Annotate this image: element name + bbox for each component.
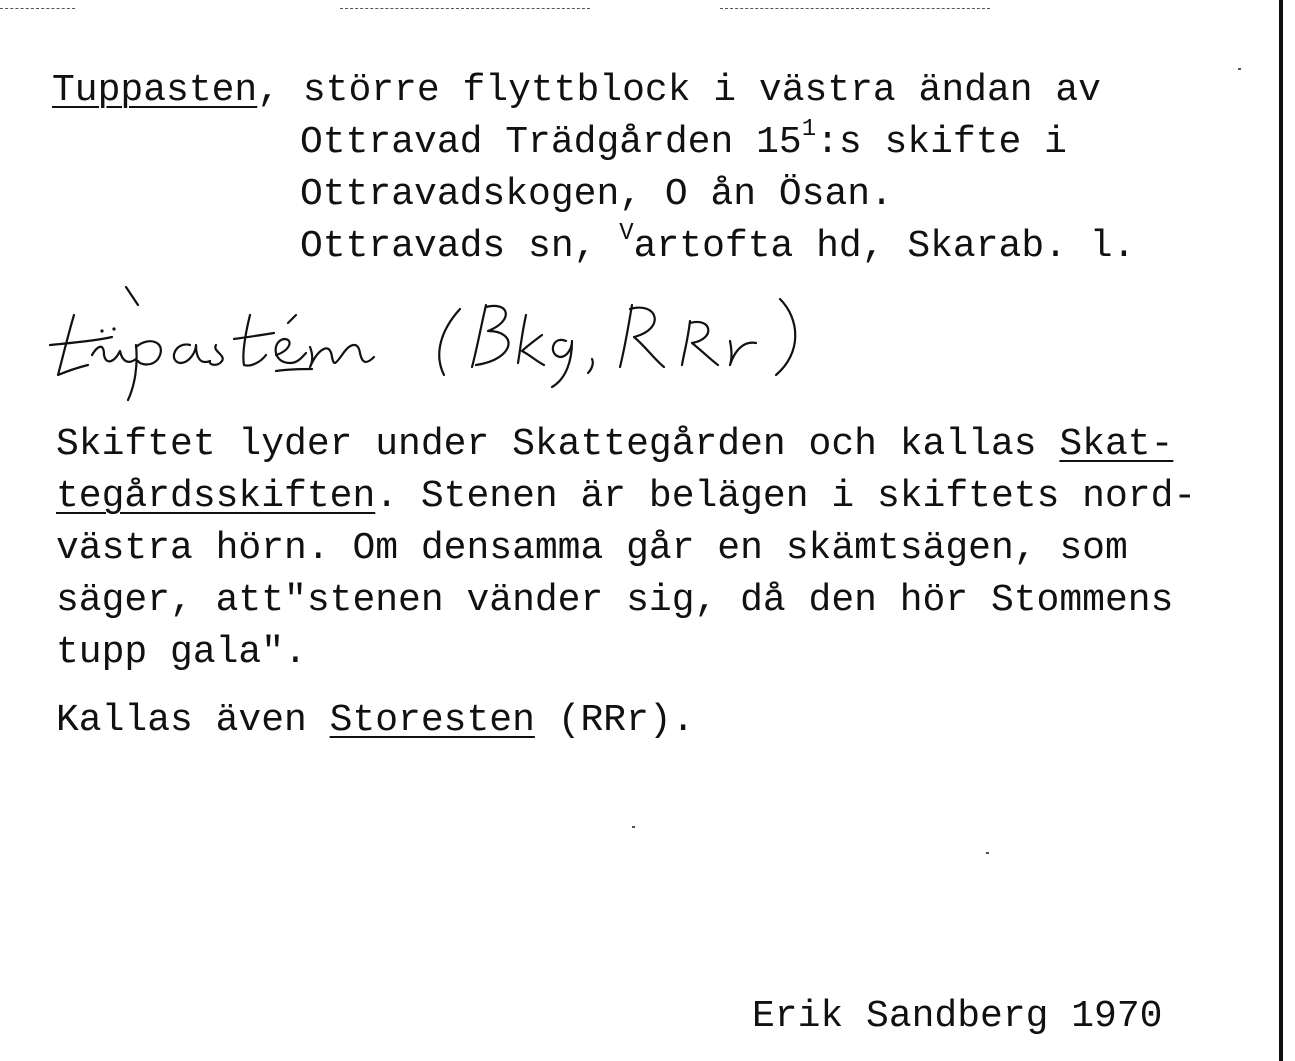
body-line-2 bbox=[56, 475, 1197, 518]
place-name: Tuppasten bbox=[52, 69, 258, 112]
body-text: Kallas även bbox=[56, 699, 330, 742]
heading-description: , större flyttblock i västra ändan av bbox=[257, 69, 1101, 112]
card-top-edge-mark bbox=[0, 8, 75, 10]
card-top-edge-mark bbox=[340, 8, 590, 10]
handwriting-drawing bbox=[40, 275, 820, 405]
body-line-1 bbox=[56, 423, 1174, 466]
heading-line bbox=[52, 69, 1101, 112]
signature: Erik Sandberg 1970 bbox=[752, 995, 1163, 1038]
body-text: . Stenen är belägen i skiftets nord- bbox=[375, 475, 1197, 518]
body-line-3: västra hörn. Om densamma går en skämtsägen, som bbox=[56, 527, 1128, 570]
body-paragraph-2 bbox=[56, 699, 695, 742]
card-top-edge-mark bbox=[720, 8, 990, 10]
scan-speck bbox=[1238, 68, 1241, 70]
superscript: V bbox=[619, 220, 634, 247]
body-line-4: säger, att"stenen vänder sig, då den hör Stommens bbox=[56, 579, 1174, 622]
handwritten-annotation bbox=[40, 275, 820, 405]
underlined-name: Skat- bbox=[1059, 423, 1174, 466]
scan-speck bbox=[632, 826, 635, 828]
superscript: 1 bbox=[801, 116, 817, 143]
location-text: Ottravads sn, bbox=[300, 225, 620, 268]
underlined-name: tegårdsskiften bbox=[56, 475, 376, 518]
location-line-2 bbox=[300, 116, 1067, 164]
location-text: Ottravad Trädgården 15 bbox=[300, 121, 802, 164]
card-right-edge bbox=[1279, 0, 1283, 1061]
underlined-name: Storesten bbox=[329, 699, 535, 742]
body-text: (RRr). bbox=[534, 699, 695, 742]
location-text: artofta hd, Skarab. l. bbox=[633, 225, 1136, 268]
scan-speck bbox=[986, 852, 989, 854]
location-line-3: Ottravadskogen, O ån Ösan. bbox=[300, 173, 893, 216]
location-line-4 bbox=[300, 220, 1136, 268]
body-line-5: tupp gala". bbox=[56, 631, 307, 674]
location-text: :s skifte i bbox=[816, 121, 1067, 164]
body-text: Skiftet lyder under Skattegården och kallas bbox=[56, 423, 1060, 466]
